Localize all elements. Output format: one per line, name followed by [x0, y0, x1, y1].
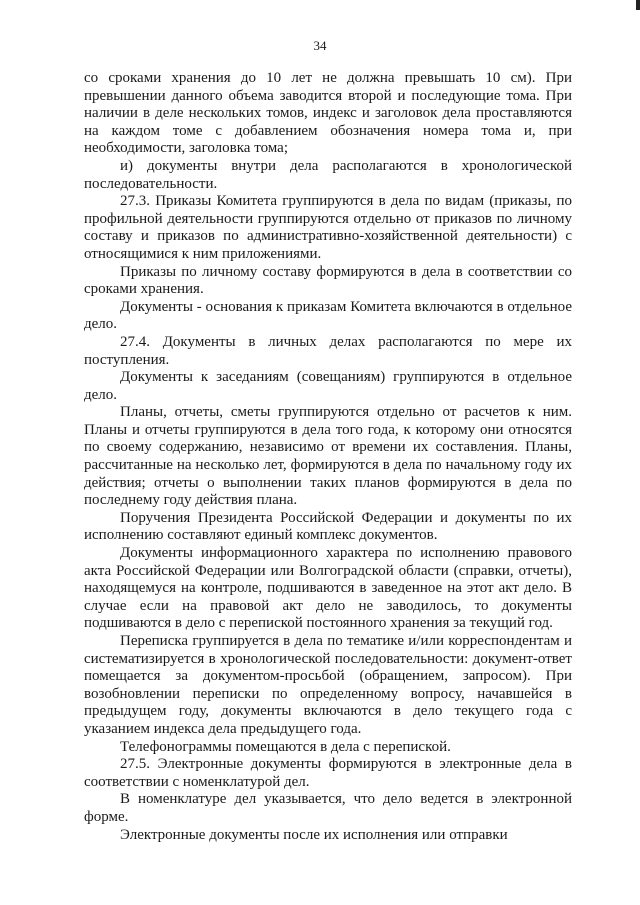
- paragraph: Планы, отчеты, сметы группируются отдельно от расчетов к ним. Планы и отчеты группируются в дела того года, к которому они относятся по своему содержанию, независимо от времени их составления. Планы, рассчитанные на несколько лет, формируются в дела по начальному году их действия; отчеты о выполнении таких планов формируются в дела по последнему году действия плана.: [84, 404, 572, 509]
- paragraph: и) документы внутри дела располагаются в хронологической последовательности.: [84, 157, 572, 192]
- paragraph: 27.4. Документы в личных делах располагаются по мере их поступления.: [84, 333, 572, 368]
- document-body: [84, 70, 572, 844]
- paragraph: Документы - основания к приказам Комитета включаются в отдельное дело.: [84, 298, 572, 333]
- paragraph: Приказы по личному составу формируются в дела в соответствии со сроками хранения.: [84, 263, 572, 298]
- paragraph: 27.5. Электронные документы формируются в электронные дела в соответствии с номенклатурой дел.: [84, 756, 572, 790]
- paragraph: Телефонограммы помещаются в дела с перепиской.: [120, 738, 451, 755]
- paragraph: Переписка группируется в дела по тематике и/или корреспондентам и систематизируется в хронологической последовательности: документ-ответ помещается за документом-просьбой (обращением, запросом). При возобновлении переписки по определенному вопросу, начавшейся в предыдущем году, документы включаются в дело текущего года с указанием индекса дела предыдущего года.: [84, 633, 572, 737]
- paragraph: Документы информационного характера по исполнению правового акта Российской Федерации или Волгоградской области (справки, отчеты), находящемуся на контроле, подшиваются в заведенное на этот акт дело. В случае если на правовой акт дело не заводилось, то документы подшиваются в дело с перепиской постоянного хранения за текущий год.: [84, 545, 572, 632]
- scan-edge-mark: [636, 0, 640, 10]
- paragraph: 27.3. Приказы Комитета группируются в дела по видам (приказы, по профильной деятельности группируются отдельно от приказов по личному составу и приказов по административно-хозяйственной деятельности) с относящимися к ним приложениями.: [84, 193, 572, 262]
- paragraph: Поручения Президента Российской Федерации и документы по их исполнению составляют единый комплекс документов.: [84, 509, 572, 544]
- paragraph: Электронные документы после их исполнения или отправки: [120, 826, 508, 843]
- page-number: 34: [313, 38, 327, 53]
- paragraph: В номенклатуре дел указывается, что дело ведется в электронной форме.: [84, 791, 572, 825]
- paragraph: со сроками хранения до 10 лет не должна превышать 10 см). При превышении данного объема заводится второй и последующие тома. При наличии в деле нескольких томов, индекс и заголовок дела проставляются на каждом томе с добавлением обозначения номера тома и, при необходимости, заголовка тома;: [84, 70, 572, 157]
- paragraph: Документы к заседаниям (совещаниям) группируются в отдельное дело.: [84, 369, 572, 403]
